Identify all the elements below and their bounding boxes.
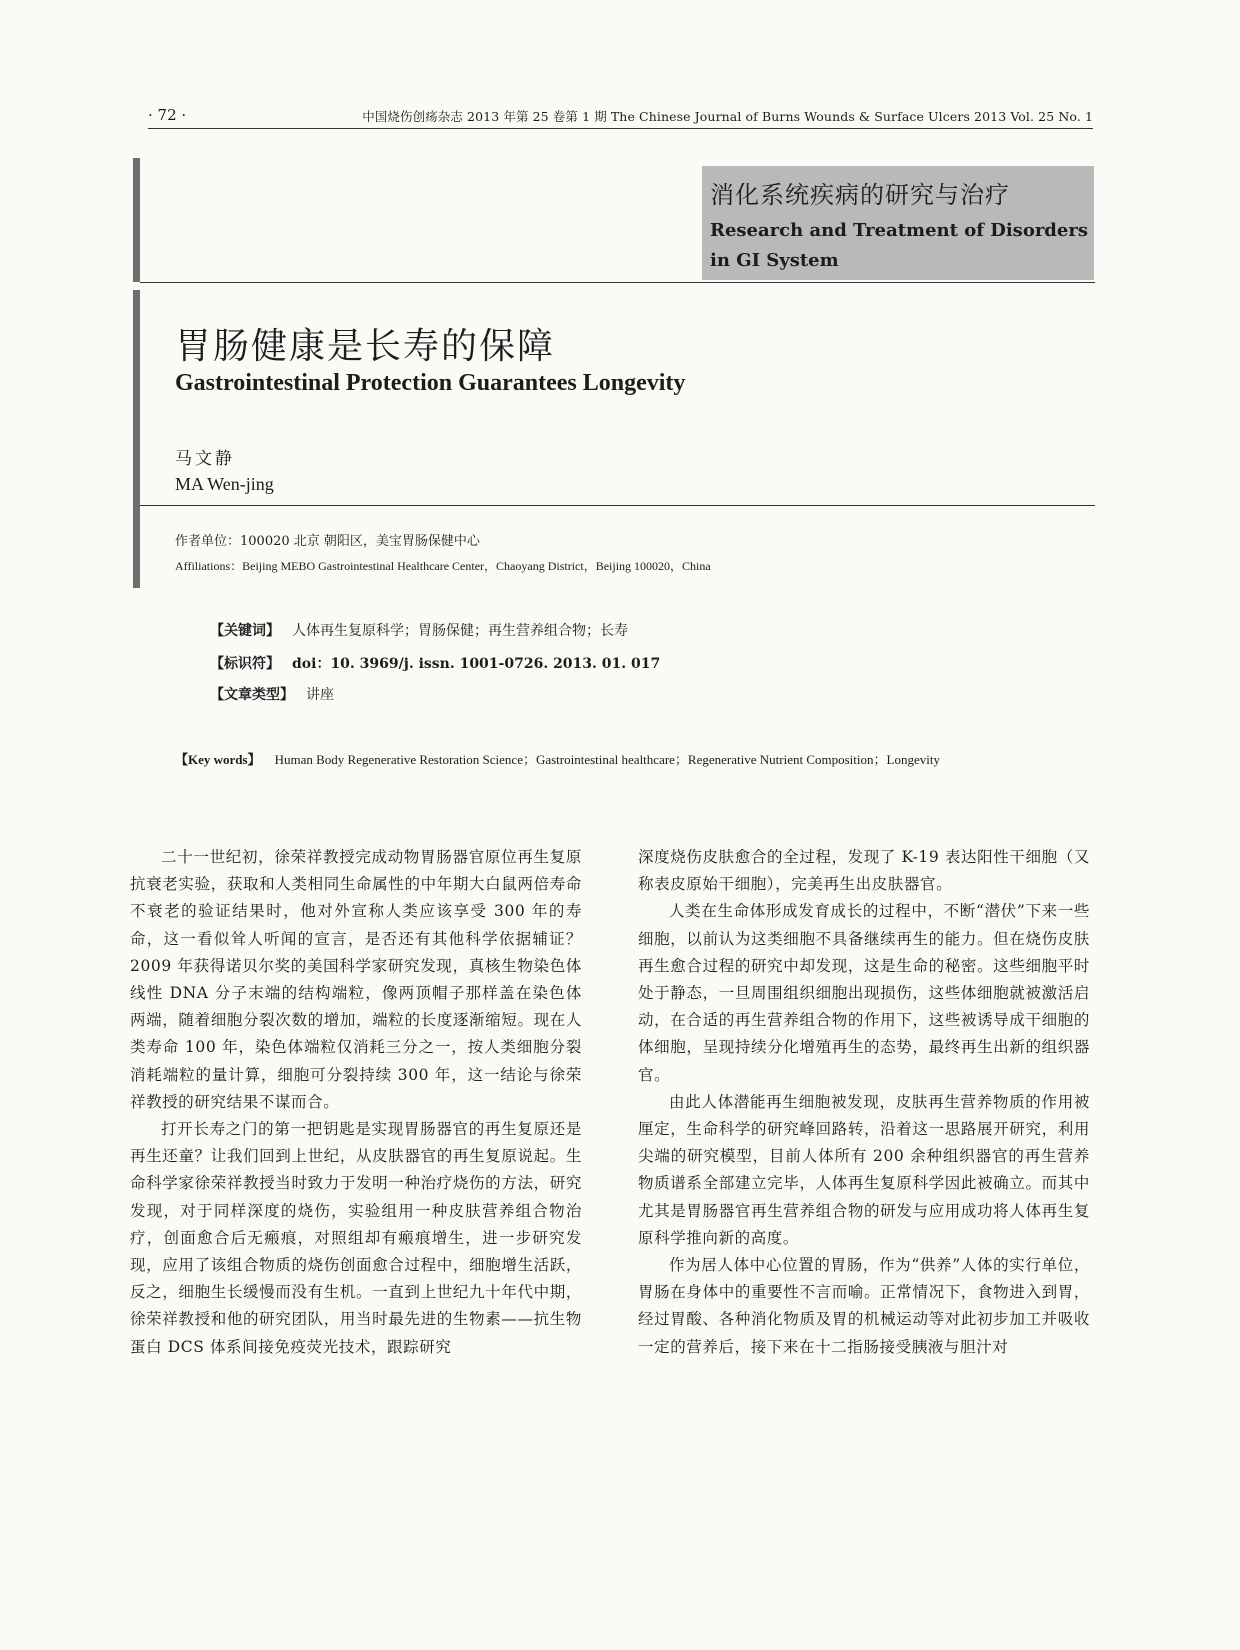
paragraph: 打开长寿之门的第一把钥匙是实现胃肠器官的再生复原还是再生还童？让我们回到上世纪，从皮肤器官的再生复原说起。生命科学家徐荣祥教授当时致力于发明一种治疗烧伤的方法，研究发现，对于同样深度的烧伤，实验组用一种皮肤营养组合物治疗，创面愈合后无瘢痕，对照组却有瘢痕增生，进一步研究发现，应用了该组合物质的烧伤创面愈合过程中，细胞增生活跃，反之，细胞生长缓慢而没有生机。一直到上世纪九十年代中期，徐荣祥教授和他的研究团队，用当时最先进的生物素——抗生物蛋白 DCS 体系间接免疫荧光技术，跟踪研究 (130, 1120, 582, 1356)
paragraph: 人类在生命体形成发育成长的过程中，不断“潜伏”下来一些细胞，以前认为这类细胞不具备继续再生的能力。但在烧伤皮肤再生愈合过程的研究中却发现，这是生命的秘密。这些细胞平时处于静态，一旦周围组织细胞出现损伤，这些体细胞就被激活启动，在合适的再生营养组合物的作用下，这些被诱导成干细胞的体细胞，呈现持续分化增殖再生的态势，最终再生出新的组织器官。 (638, 902, 1090, 1084)
author-name-en: MA Wen-jing (175, 474, 274, 494)
paragraph: 作为居人体中心位置的胃肠，作为“供养”人体的实行单位，胃肠在身体中的重要性不言而喻。正常情况下，食物进入到胃，经过胃酸、各种消化物质及胃的机械运动等对此初步加工并吸收一定的营养后，接下来在十二指肠接受胰液与胆汁对 (638, 1256, 1090, 1356)
paragraph: 二十一世纪初，徐荣祥教授完成动物胃肠器官原位再生复原抗衰老实验，获取和人类相同生命属性的中年期大白鼠两倍寿命不衰老的验证结果时，他对外宣称人类应该享受 300 年的寿命，这一看似耸人听闻的宣言，是否还有其他科学依据辅证？2009 年获得诺贝尔奖的美国科学家研究发现，真核生物染色体线性 DNA 分子末端的结构端粒，像两顶帽子那样盖在染色体两端，随着细胞分裂次数的增加，端粒的长度逐渐缩短。现在人类寿命 100 年，染色体端粒仅消耗三分之一，按人类细胞分裂消耗端粒的量计算，细胞可分裂持续 300 年，这一结论与徐荣祥教授的研究结果不谋而合。 (130, 848, 582, 1111)
left-accent-bar (133, 290, 140, 588)
page-number: · 72 · (148, 106, 187, 124)
keywords-label: 【关键词】 (210, 623, 280, 639)
identifier-row (210, 653, 660, 673)
journal-citation-line: 中国烧伤创疡杂志 2013 年第 25 卷第 1 期 The Chinese Journal of Burns Wounds & Surface Ulcers 2013 Vol. 25 No. 1 (362, 109, 1093, 124)
article-type-value: 讲座 (306, 687, 334, 703)
doi-value: doi：10. 3969/j. issn. 1001-0726. 2013. 01. 017 (292, 656, 661, 672)
running-header (148, 104, 1093, 129)
column-banner (702, 166, 1094, 280)
article-title-en: Gastrointestinal Protection Guarantees Longevity (175, 370, 686, 396)
paragraph: 由此人体潜能再生细胞被发现，皮肤再生营养物质的作用被厘定，生命科学的研究峰回路转，沿着这一思路展开研究，利用尖端的研究模型，目前人体所有 200 余种组织器官的再生营养物质谱系全部建立完毕，人体再生复原科学因此被确立。而其中尤其是胃肠器官再生营养组合物的研发与应用成功将人体再生复原科学推向新的高度。 (638, 1092, 1090, 1247)
column-title-en: Research and Treatment of Disorders in GI System (710, 220, 1088, 271)
article-type-label: 【文章类型】 (210, 687, 294, 703)
divider (140, 282, 1095, 283)
affiliation-cn: 作者单位：100020 北京 朝阳区，美宝胃肠保健中心 (175, 534, 480, 549)
article-type-row (210, 684, 334, 704)
left-accent-bar (133, 158, 140, 282)
article-title-cn: 胃肠健康是长寿的保障 (175, 326, 556, 367)
identifier-label: 【标识符】 (210, 656, 280, 672)
keywords-row (210, 620, 628, 640)
keywords-en-label: 【Key words】 (175, 752, 261, 767)
body-column-left (130, 844, 582, 1361)
body-column-right (638, 844, 1090, 1361)
keywords-en (175, 744, 1065, 776)
paragraph-continuation: 深度烧伤皮肤愈合的全过程，发现了 K-19 表达阳性干细胞（又称表皮原始干细胞），完美再生出皮肤器官。 (638, 848, 1090, 894)
column-title-cn: 消化系统疾病的研究与治疗 (710, 181, 1010, 209)
keywords-en-value: Human Body Regenerative Restoration Science；Gastrointestinal healthcare；Regenerative Nutrient Composition；Longevity (274, 752, 940, 767)
divider (140, 505, 1095, 506)
affiliation-en: Affiliations：Beijing MEBO Gastrointestinal Healthcare Center，Chaoyang District，Beijing 100020，China (175, 559, 711, 573)
keywords-value: 人体再生复原科学；胃肠保健；再生营养组合物；长寿 (292, 623, 628, 639)
author-name-cn: 马文静 (175, 449, 235, 469)
